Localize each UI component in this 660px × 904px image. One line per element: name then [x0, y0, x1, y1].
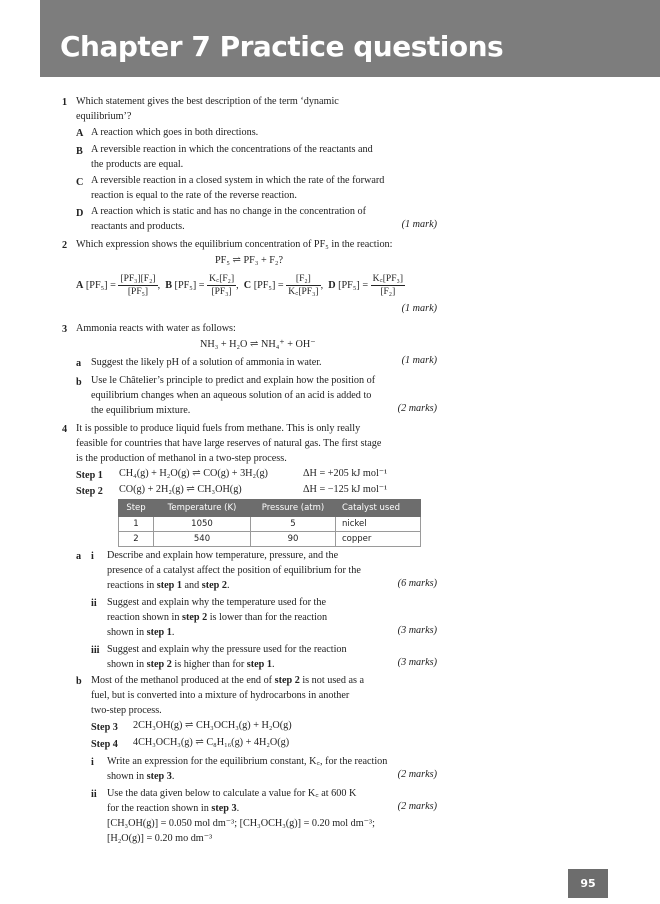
q4b-line3: two-step process. [91, 705, 162, 716]
step2-label: Step 2 [76, 486, 103, 497]
q1-option-d-line2: reactants and products. [91, 221, 185, 232]
table-header-temperature: Temperature (K) [154, 500, 251, 517]
q4aiii-mark: (3 marks) [397, 657, 437, 668]
q2-option-a-numerator: [PF₃][F₂] [120, 274, 156, 284]
step2-enthalpy: ΔH = −125 kJ mol⁻¹ [303, 484, 388, 495]
q4-stem-line2: feasible for countries that have large reserves of natural gas. The first stage [76, 438, 382, 449]
table-cell: 540 [154, 532, 251, 547]
q4bi-line2 [107, 769, 174, 785]
step1-label: Step 1 [76, 470, 103, 481]
q4bii-text: . [236, 803, 240, 814]
q3a-mark: (1 mark) [401, 355, 437, 366]
q4bii-number: ii [91, 789, 97, 800]
q1-option-b-letter: B [76, 146, 83, 157]
q1-option-c-line2: reaction is equal to the rate of the reverse reaction. [91, 190, 297, 201]
q2-option-a-letter: A [76, 279, 84, 291]
q2-equation: PF₅ ⇌ PF₃ + F₂? [215, 255, 283, 266]
q4bi-text: shown in [107, 771, 147, 782]
q4bii-step-ref: step 3 [211, 803, 237, 814]
q4aii-step-ref: step 1 [146, 627, 172, 638]
q4aiii-step-ref: step 2 [146, 659, 172, 670]
q2-option-b-letter: B [165, 279, 172, 291]
q1-mark: (1 mark) [401, 219, 437, 230]
q4aiii-text: is higher than for [171, 659, 247, 670]
step3-equation: 2CH₃OH(g) ⇌ CH₃OCH₃(g) + H₂O(g) [133, 720, 292, 731]
q2-options-row: A [PF₅] = $\frac{\text{[PF₃][F₂]}}{\text{[PF₅]}}$ , B [PF₅] = $\frac{\text{K꜀[F₂]}}{\text{[PF₃]}}$ , C [PF₅] = $\frac{\text{[F₂]}}{\text{K꜀[PF₃]}}$ , D [PF₅] = $\frac{\text{K꜀[PF₃]}}{\text{[F₂]}}$ [76, 274, 403, 297]
q2-option-d-fraction [371, 273, 405, 298]
q2-option-c-lhs: [PF₅] = [253, 279, 284, 291]
q4bii-data-line2: [H₂O(g)] = 0.20 mo dm⁻³ [107, 833, 213, 844]
page-title: Chapter 7 Practice questions [60, 30, 504, 63]
q3b-line3: the equilibrium mixture. [91, 405, 191, 416]
q4b-line2: fuel, but is converted into a mixture of hydrocarbons in another [91, 690, 350, 701]
q1-option-c-line1: A reversible reaction in a closed system in which the rate of the forward [91, 175, 385, 186]
step1-enthalpy: ΔH = +205 kJ mol⁻¹ [303, 468, 388, 479]
q4ai-line1: Describe and explain how temperature, pressure, and the [107, 550, 339, 561]
q4ai-text: reactions in [107, 580, 157, 591]
q4aii-number: ii [91, 598, 97, 609]
q4b-step-ref: step 2 [274, 675, 300, 686]
q4aii-text: . [171, 627, 175, 638]
q2-option-b-numerator: K꜀[F₂] [209, 274, 235, 284]
q4aii-line3 [107, 625, 174, 641]
chapter-header [40, 0, 660, 77]
q2-mark: (1 mark) [401, 303, 437, 314]
table-header-row [119, 500, 421, 517]
q4-stem-line3: is the production of methanol in a two-step process. [76, 453, 287, 464]
table-cell: 1 [119, 517, 154, 532]
q1-stem-line1: Which statement gives the best description of the term ‘dynamic [76, 96, 339, 107]
q1-option-a: A reaction which goes in both directions. [91, 127, 259, 138]
table-header-step: Step [119, 500, 154, 517]
q2-option-a-lhs: [PF₅] = [85, 279, 116, 291]
q4bi-mark: (2 marks) [397, 769, 437, 780]
step4-label: Step 4 [91, 739, 118, 750]
q2-option-d-denominator: [F₂] [380, 287, 396, 297]
q2-option-a-denominator: [PF₅] [127, 287, 149, 297]
q4aiii-step-ref: step 1 [246, 659, 272, 670]
q4ai-step-ref: step 2 [201, 580, 227, 591]
q4aiii-line1: Suggest and explain why the pressure used for the reaction [107, 644, 347, 655]
q4bii-text: for the reaction shown in [107, 803, 212, 814]
q4a-letter: a [76, 551, 82, 562]
q2-option-b-lhs: [PF₅] = [174, 279, 205, 291]
step4-equation: 4CH₃OCH₃(g) ⇌ C₈H₁₆(g) + 4H₂O(g) [133, 737, 290, 748]
q3b-mark: (2 marks) [397, 403, 437, 414]
q3-stem: Ammonia reacts with water as follows: [76, 323, 236, 334]
q4aii-line2 [107, 610, 327, 626]
q4ai-number: i [91, 551, 94, 562]
q2-option-b-fraction [207, 273, 236, 298]
table-cell: nickel [336, 517, 421, 532]
q4ai-text: . [226, 580, 230, 591]
table-cell: 5 [251, 517, 336, 532]
table-row [119, 517, 421, 532]
q4ai-mark: (6 marks) [397, 578, 437, 589]
q3-number: 3 [62, 324, 68, 335]
q4bii-data-line1: [CH₃OH(g)] = 0.050 mol dm⁻³; [CH₃OCH₃(g)] = 0.20 mol dm⁻³; [107, 818, 375, 829]
q4aii-mark: (3 marks) [397, 625, 437, 636]
q4aii-line1: Suggest and explain why the temperature used for the [107, 597, 326, 608]
step3-label: Step 3 [91, 722, 118, 733]
q2-option-c-fraction [286, 273, 320, 298]
q2-number: 2 [62, 240, 68, 251]
q3-equation: NH₃ + H₂O ⇌ NH₄⁺ + OH⁻ [200, 339, 316, 350]
q4b-text: is not used as a [299, 675, 365, 686]
table-header-catalyst: Catalyst used [336, 500, 421, 517]
q4bii-line1: Use the data given below to calculate a value for K꜀ at 600 K [107, 788, 357, 799]
q4bi-text: . [171, 771, 175, 782]
step1-equation: CH₄(g) + H₂O(g) ⇌ CO(g) + 3H₂(g) [119, 468, 268, 479]
conditions-table [118, 499, 421, 547]
q4bii-line2 [107, 801, 239, 817]
q1-option-d-line1: A reaction which is static and has no change in the concentration of [91, 206, 366, 217]
q4aii-text: shown in [107, 627, 147, 638]
q2-stem: Which expression shows the equilibrium concentration of PF₅ in the reaction: [76, 239, 393, 250]
table-header-pressure: Pressure (atm) [251, 500, 336, 517]
table-cell: 1050 [154, 517, 251, 532]
q4aiii-line2 [107, 657, 275, 673]
q3b-line2: equilibrium changes when an aqueous solution of an acid is added to [91, 390, 372, 401]
q4ai-text: and [181, 580, 202, 591]
q4bii-mark: (2 marks) [397, 801, 437, 812]
q4aiii-text: . [271, 659, 275, 670]
q2-option-a-fraction [118, 273, 157, 298]
q1-option-d-letter: D [76, 208, 84, 219]
q3b-line1: Use le Châtelier’s principle to predict and explain how the position of [91, 375, 376, 386]
q2-option-d-numerator: K꜀[PF₃] [372, 274, 403, 284]
q4b-text: Most of the methanol produced at the end of [91, 675, 275, 686]
table-row [119, 532, 421, 547]
q1-option-a-letter: A [76, 128, 84, 139]
q3b-letter: b [76, 377, 82, 388]
table-cell: 2 [119, 532, 154, 547]
q4aiii-number: iii [91, 645, 100, 656]
q3a-letter: a [76, 358, 82, 369]
q4ai-step-ref: step 1 [156, 580, 182, 591]
q4ai-line2: presence of a catalyst affect the position of equilibrium for the [107, 565, 361, 576]
q2-option-c-denominator: K꜀[PF₃] [288, 287, 319, 297]
step2-equation: CO(g) + 2H₂(g) ⇌ CH₃OH(g) [119, 484, 242, 495]
q1-option-b-line2: the products are equal. [91, 159, 184, 170]
page-number: 95 [568, 869, 608, 898]
q2-option-d-lhs: [PF₅] = [338, 279, 369, 291]
q2-option-b-denominator: [PF₃] [211, 287, 232, 297]
q4-number: 4 [62, 424, 68, 435]
q1-option-c-letter: C [76, 177, 84, 188]
q4aiii-text: shown in [107, 659, 147, 670]
q4ai-line3 [107, 578, 230, 594]
q4b-line1 [91, 673, 364, 689]
q4aii-text: reaction shown in [107, 612, 182, 623]
q4bi-step-ref: step 3 [146, 771, 172, 782]
q4b-letter: b [76, 676, 82, 687]
q4bi-number: i [91, 757, 94, 768]
table-cell: copper [336, 532, 421, 547]
q1-number: 1 [62, 97, 68, 108]
q4aii-text: is lower than for the reaction [207, 612, 328, 623]
q2-option-c-letter: C [243, 279, 252, 291]
q1-stem-line2: equilibrium’? [76, 111, 132, 122]
q3a-text: Suggest the likely pH of a solution of ammonia in water. [91, 357, 322, 368]
q4aii-step-ref: step 2 [181, 612, 208, 623]
q2-option-d-letter: D [328, 279, 336, 291]
q1-option-b-line1: A reversible reaction in which the concentrations of the reactants and [91, 144, 373, 155]
q4bi-line1: Write an expression for the equilibrium constant, K꜀, for the reaction [107, 756, 388, 767]
q4-stem-line1: It is possible to produce liquid fuels from methane. This is only really [76, 423, 361, 434]
table-cell: 90 [251, 532, 336, 547]
q2-option-c-numerator: [F₂] [286, 273, 320, 286]
